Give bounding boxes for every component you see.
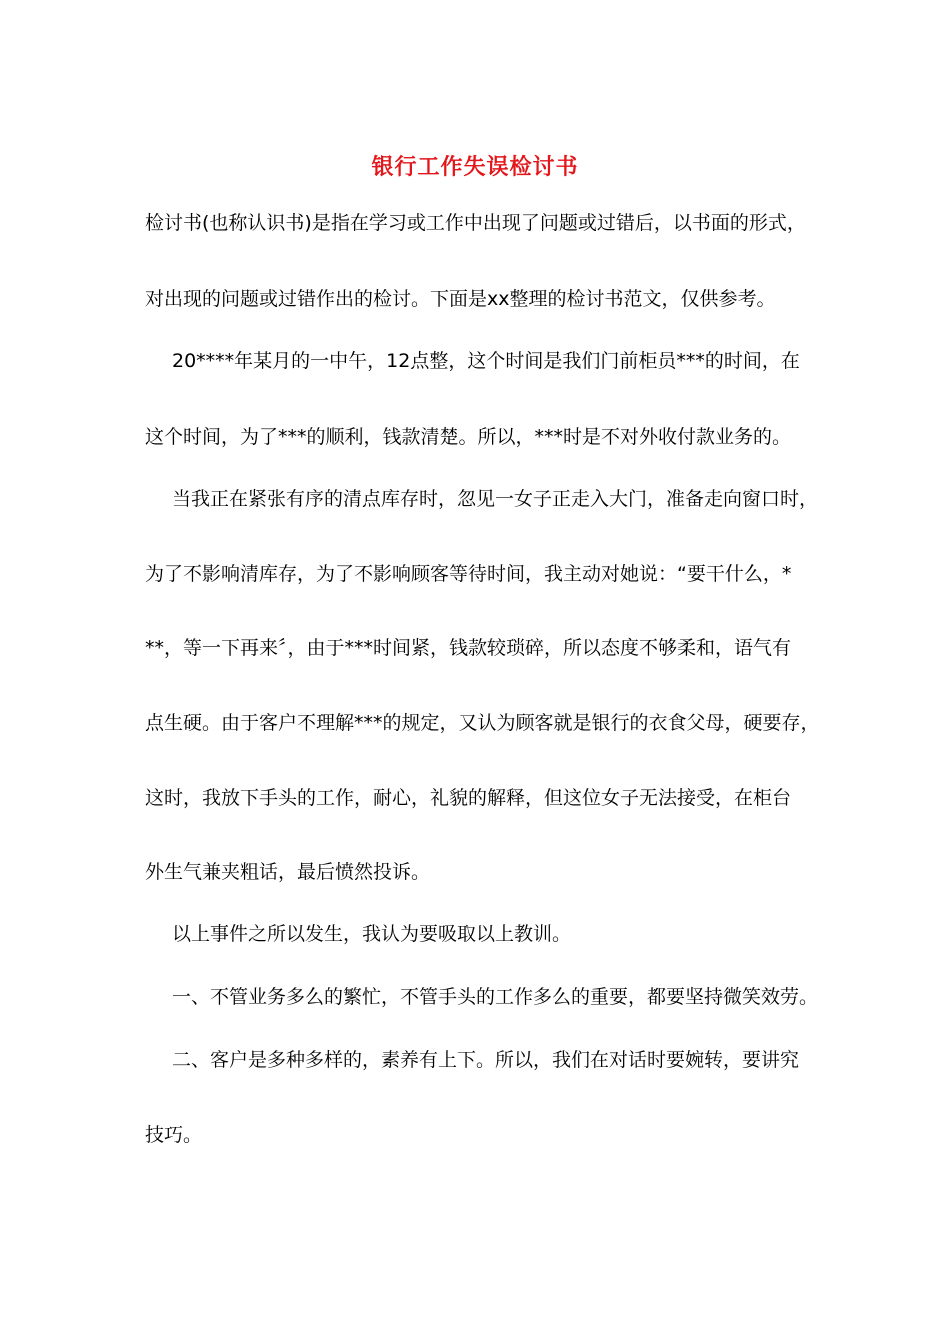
paragraph-line: 点生硬。由于客户不理解***的规定，又认为顾客就是银行的衣食父母，硬要存， (145, 712, 820, 734)
paragraph-line: 20****年某月的一中午，12点整，这个时间是我们门前柜员***的时间，在 (172, 350, 800, 372)
paragraph-line: 以上事件之所以发生，我认为要吸取以上教训。 (172, 923, 572, 945)
paragraph-line: 检讨书(也称认识书)是指在学习或工作中出现了问题或过错后，以书面的形式， (145, 212, 806, 234)
paragraph-line: 这时，我放下手头的工作，耐心，礼貌的解释，但这位女子无法接受，在柜台 (145, 787, 792, 809)
document-title: 银行工作失误检讨书 (371, 155, 579, 180)
paragraph-line: 外生气兼夹粗话，最后愤然投诉。 (145, 861, 431, 883)
paragraph-line: 一、不管业务多么的繁忙，不管手头的工作多么的重要，都要坚持微笑效劳。 (172, 986, 819, 1008)
paragraph-line: 为了不影响清库存，为了不影响顾客等待时间，我主动对她说：“要干什么，* (145, 563, 792, 585)
paragraph-line: 当我正在紧张有序的清点库存时，忽见一女子正走入大门，准备走向窗口时， (172, 488, 819, 510)
paragraph-line: 对出现的问题或过错作出的检讨。下面是xx整理的检讨书范文，仅供参考。 (145, 288, 776, 310)
paragraph-line: 技巧。 (145, 1124, 203, 1146)
paragraph-line: 这个时间，为了***的顺利，钱款清楚。所以，***时是不对外收付款业务的。 (145, 426, 792, 448)
paragraph-line: **，等一下再来〞，由于***时间紧，钱款较琐碎，所以态度不够柔和，语气有 (145, 637, 792, 659)
paragraph-line: 二、客户是多种多样的，素养有上下。所以，我们在对话时要婉转，要讲究 (172, 1049, 800, 1071)
